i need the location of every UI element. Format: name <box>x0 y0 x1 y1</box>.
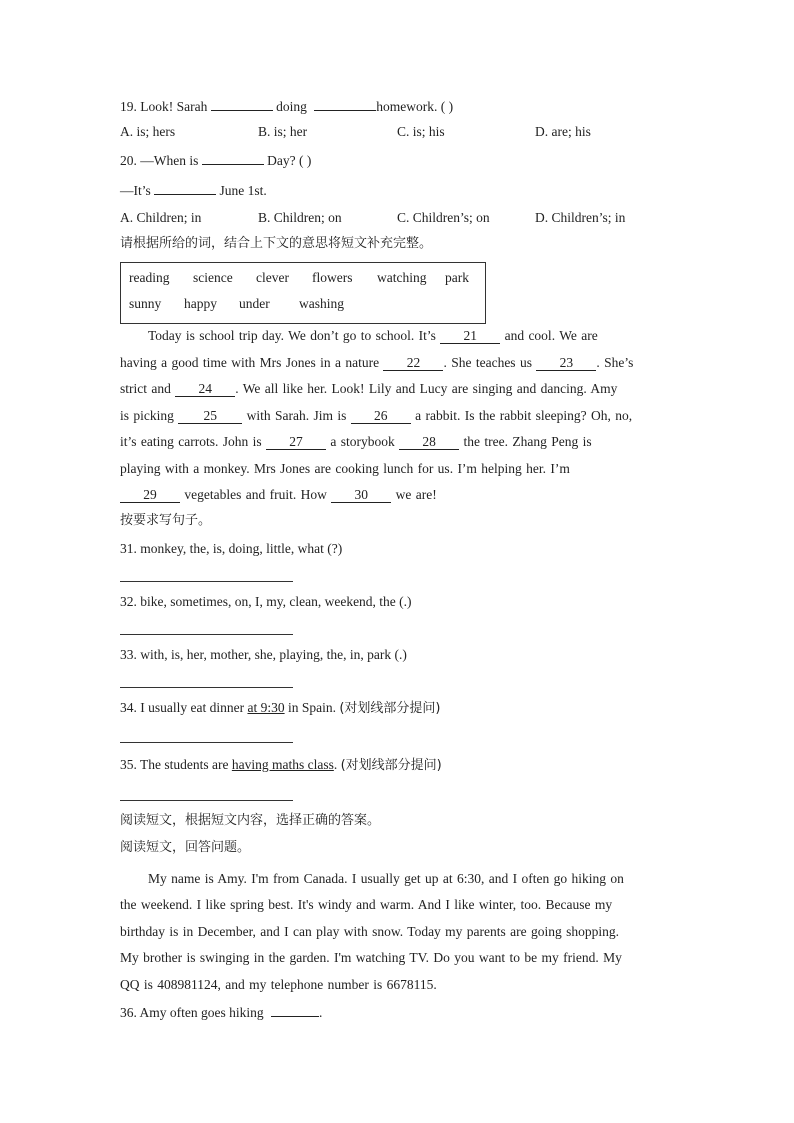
q19-blank-1[interactable] <box>211 96 273 111</box>
question-36 <box>120 1002 322 1022</box>
q35-instruction: (对划线部分提问) <box>340 758 442 773</box>
reading-line-4: My brother is swinging in the garden. I'm watching TV. Do you want to be my friend. My <box>120 950 622 965</box>
q19-option-d[interactable]: D. are; his <box>535 124 591 139</box>
q20-reply-2: June 1st. <box>219 183 267 198</box>
q20-text-1: 20. —When is <box>120 153 199 168</box>
word-bank-item: happy <box>184 296 217 311</box>
cloze-blank-25[interactable]: 25 <box>178 408 242 424</box>
cloze-text: the tree. Zhang Peng is <box>463 434 592 449</box>
q20-option-d[interactable]: D. Children’s; in <box>535 210 626 225</box>
word-bank-item: watching <box>377 270 427 285</box>
reading-instruction-2: 阅读短文，回答问题。 <box>120 840 251 855</box>
q36-text: 36. Amy often goes hiking <box>120 1005 264 1020</box>
question-20 <box>120 150 311 170</box>
cloze-text: and cool. We are <box>504 328 598 343</box>
word-bank-item: park <box>445 270 469 285</box>
q35-text: 35. The students are <box>120 757 229 772</box>
question-19 <box>120 96 453 116</box>
q34-instruction: (对划线部分提问) <box>339 701 441 716</box>
q36-blank[interactable] <box>271 1002 319 1017</box>
question-33: 33. with, is, her, mother, she, playing, the, in, park (.) <box>120 647 407 662</box>
q20-option-c[interactable]: C. Children’s; on <box>397 210 490 225</box>
cloze-text: . She’s <box>596 355 634 370</box>
cloze-text: we are! <box>395 487 437 502</box>
q35-text: . <box>333 757 338 772</box>
q36-text: . <box>319 1005 323 1020</box>
reading-line-3: birthday is in December, and I can play with snow. Today my parents are going shopping. <box>120 924 620 939</box>
q20-option-b[interactable]: B. Children; on <box>258 210 342 225</box>
cloze-line-6: playing with a monkey. Mrs Jones are cooking lunch for us. I’m helping her. I’m <box>120 461 570 476</box>
cloze-blank-27[interactable]: 27 <box>266 434 326 450</box>
cloze-blank-26[interactable]: 26 <box>351 408 411 424</box>
cloze-text: having a good time with Mrs Jones in a nature <box>120 355 380 370</box>
cloze-line-4 <box>120 407 632 425</box>
cloze-text: it’s eating carrots. John is <box>120 434 262 449</box>
cloze-text: Today is school trip day. We don’t go to school. It’s <box>148 328 436 343</box>
cloze-text: . She teaches us <box>443 355 532 370</box>
reading-line-2: the weekend. I like spring best. It's windy and warm. And I like winter, too. Because my <box>120 897 613 912</box>
q34-underlined: at 9:30 <box>247 700 285 715</box>
cloze-text: vegetables and fruit. How <box>184 487 327 502</box>
word-bank-item: sunny <box>129 296 162 311</box>
cloze-text: with Sarah. Jim is <box>246 408 347 423</box>
cloze-text: is picking <box>120 408 174 423</box>
q34-text: 34. I usually eat dinner <box>120 700 245 715</box>
cloze-line-5 <box>120 433 592 451</box>
cloze-text: . We all like her. Look! Lily and Lucy are singing and dancing. Amy <box>235 381 618 396</box>
answer-line-35[interactable] <box>120 800 293 801</box>
question-35 <box>120 756 442 775</box>
q19-blank-2[interactable] <box>314 96 376 111</box>
q19-option-c[interactable]: C. is; his <box>397 124 445 139</box>
q20-blank-1[interactable] <box>202 150 264 165</box>
cloze-blank-24[interactable]: 24 <box>175 381 235 397</box>
cloze-blank-23[interactable]: 23 <box>536 355 596 371</box>
q19-option-b[interactable]: B. is; her <box>258 124 308 139</box>
q20-option-a[interactable]: A. Children; in <box>120 210 202 225</box>
question-32: 32. bike, sometimes, on, I, my, clean, weekend, the (.) <box>120 594 412 609</box>
reading-line-5: QQ is 408981124, and my telephone number is 6678115. <box>120 977 437 992</box>
reading-instruction-1: 阅读短文，根据短文内容，选择正确的答案。 <box>120 813 381 828</box>
q20-blank-2[interactable] <box>154 180 216 195</box>
cloze-blank-28[interactable]: 28 <box>399 434 459 450</box>
cloze-line-3 <box>120 380 617 398</box>
question-31: 31. monkey, the, is, doing, little, what (?) <box>120 541 343 556</box>
q19-text-3: homework. ( ) <box>376 99 454 114</box>
reading-line-1: My name is Amy. I'm from Canada. I usually get up at 6:30, and I often go hiking on <box>148 871 624 886</box>
word-bank-item: clever <box>256 270 289 285</box>
word-bank-item: flowers <box>312 270 353 285</box>
cloze-blank-22[interactable]: 22 <box>383 355 443 371</box>
cloze-line-1 <box>148 327 598 345</box>
q35-underlined: having maths class <box>231 757 334 772</box>
cloze-blank-29[interactable]: 29 <box>120 487 180 503</box>
q19-text-1: 19. Look! Sarah <box>120 99 208 114</box>
q20-reply-1: —It’s <box>120 183 151 198</box>
word-bank-item: washing <box>299 296 344 311</box>
cloze-line-2 <box>120 354 633 372</box>
cloze-blank-30[interactable]: 30 <box>331 487 391 503</box>
cloze-text: strict and <box>120 381 171 396</box>
q34-text: in Spain. <box>287 700 336 715</box>
q19-option-a[interactable]: A. is; hers <box>120 124 176 139</box>
answer-line-32[interactable] <box>120 634 293 635</box>
answer-line-33[interactable] <box>120 687 293 688</box>
cloze-blank-21[interactable]: 21 <box>440 328 500 344</box>
q20-text-2: Day? ( ) <box>267 153 312 168</box>
cloze-text: a rabbit. Is the rabbit sleeping? Oh, no, <box>415 408 633 423</box>
cloze-instruction: 请根据所给的词，结合上下文的意思将短文补充完整。 <box>120 236 433 251</box>
sentences-instruction: 按要求写句子。 <box>120 513 212 528</box>
answer-line-31[interactable] <box>120 581 293 582</box>
question-34 <box>120 699 441 718</box>
cloze-text: a storybook <box>330 434 395 449</box>
word-bank-item: science <box>193 270 233 285</box>
q19-text-2: doing <box>276 99 307 114</box>
answer-line-34[interactable] <box>120 742 293 743</box>
q20-reply <box>120 180 267 200</box>
word-bank-item: under <box>239 296 270 311</box>
word-bank-item: reading <box>129 270 170 285</box>
cloze-line-7 <box>120 486 437 504</box>
word-bank-box <box>120 262 486 324</box>
